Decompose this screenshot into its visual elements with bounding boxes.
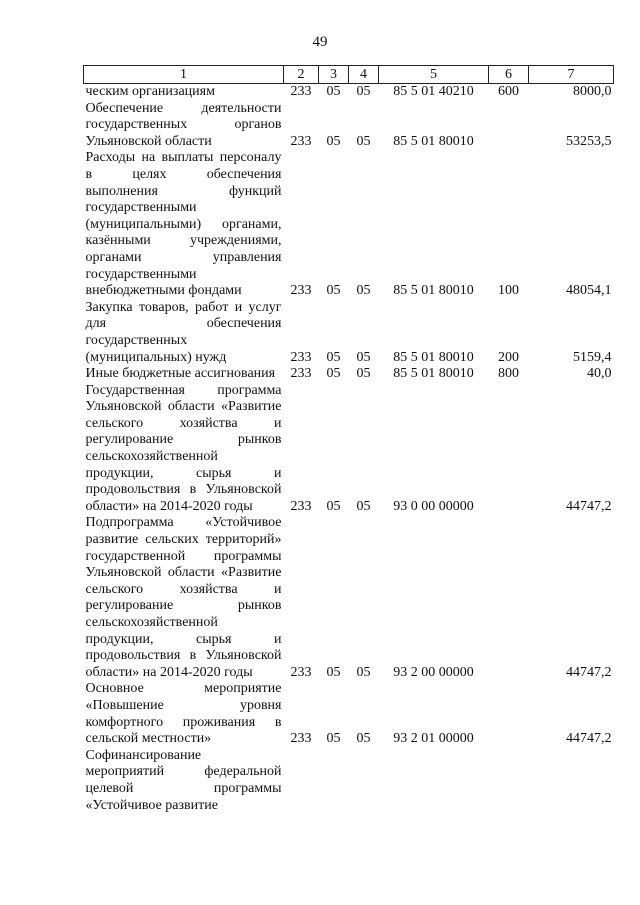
column-header: 6 bbox=[489, 66, 529, 84]
cell-amount: 44747,2 bbox=[566, 498, 612, 514]
cell-target-article bbox=[379, 748, 489, 814]
cell-expense-type: 800 bbox=[498, 366, 519, 382]
cell-target-article: 93 0 00 00000 bbox=[393, 498, 474, 514]
row-name: Основное мероприятие «Повышение уровня комфортного проживания в сельской местности» bbox=[85, 681, 282, 747]
cell-admin-code: 233 bbox=[290, 366, 312, 382]
row-name: Расходы на выплаты персоналу в целях обеспечения выполнения функций государственными (муниципальными) органами, казёнными учреждениями, органами управления государственными внебюджетными фондами bbox=[85, 150, 282, 299]
page-number: 49 bbox=[312, 34, 328, 50]
cell-subsection: 05 bbox=[356, 84, 371, 99]
cell-expense-type bbox=[489, 101, 529, 151]
cell-subsection: 05 bbox=[356, 498, 371, 514]
table-row bbox=[84, 748, 614, 814]
cell-section bbox=[319, 748, 349, 814]
cell-target-article: 85 5 01 40210 bbox=[393, 84, 474, 99]
table-row bbox=[84, 300, 614, 366]
cell-admin-code: 233 bbox=[290, 498, 312, 514]
cell-expense-type bbox=[489, 515, 529, 681]
cell-target-article: 85 5 01 80010 bbox=[393, 349, 474, 365]
table-row bbox=[84, 383, 614, 516]
cell-subsection: 05 bbox=[356, 283, 371, 299]
cell-target-article: 85 5 01 80010 bbox=[393, 366, 474, 382]
cell-expense-type bbox=[489, 383, 529, 516]
row-name: Закупка товаров, работ и услуг для обеспечения государственных (муниципальных) нужд bbox=[85, 299, 282, 365]
cell-section: 05 bbox=[326, 84, 341, 99]
cell-section: 05 bbox=[326, 498, 341, 514]
cell-amount: 44747,2 bbox=[566, 731, 612, 747]
cell-target-article: 85 5 01 80010 bbox=[393, 133, 474, 149]
column-header: 3 bbox=[319, 66, 349, 84]
table-header-row bbox=[84, 66, 614, 84]
cell-expense-type bbox=[489, 748, 529, 814]
cell-admin-code: 233 bbox=[290, 349, 312, 365]
cell-amount: 40,0 bbox=[587, 366, 612, 382]
cell-section: 05 bbox=[326, 133, 341, 149]
table-row bbox=[84, 84, 614, 101]
table-row bbox=[84, 101, 614, 151]
cell-admin-code: 233 bbox=[290, 84, 312, 99]
cell-amount: 53253,5 bbox=[566, 133, 612, 149]
column-header: 1 bbox=[84, 66, 284, 84]
cell-subsection bbox=[349, 748, 379, 814]
cell-admin-code: 233 bbox=[290, 133, 312, 149]
column-header: 2 bbox=[284, 66, 319, 84]
cell-amount: 44747,2 bbox=[566, 664, 612, 680]
cell-section: 05 bbox=[326, 349, 341, 365]
row-name: Обеспечение деятельности государственных органов Ульяновской области bbox=[85, 100, 282, 149]
cell-section: 05 bbox=[326, 731, 341, 747]
cell-admin-code bbox=[284, 748, 319, 814]
row-name: Государственная программа Ульяновской области «Развитие сельского хозяйства и регулирование рынков сельскохозяйственной продукции, сырья и продовольствия в Ульяновской области» на 2014-2020 годы bbox=[85, 382, 282, 514]
cell-expense-type: 200 bbox=[498, 349, 519, 365]
table-row bbox=[84, 681, 614, 747]
cell-admin-code: 233 bbox=[290, 664, 312, 680]
cell-amount: 5159,4 bbox=[573, 349, 612, 365]
cell-section: 05 bbox=[326, 664, 341, 680]
cell-subsection: 05 bbox=[356, 731, 371, 747]
cell-expense-type: 600 bbox=[498, 84, 519, 99]
table-row bbox=[84, 515, 614, 681]
table-row bbox=[84, 150, 614, 299]
cell-section: 05 bbox=[326, 366, 341, 382]
cell-subsection: 05 bbox=[356, 664, 371, 680]
cell-subsection: 05 bbox=[356, 349, 371, 365]
cell-target-article: 93 2 01 00000 bbox=[393, 731, 474, 747]
cell-section: 05 bbox=[326, 283, 341, 299]
cell-subsection: 05 bbox=[356, 133, 371, 149]
cell-target-article: 93 2 00 00000 bbox=[393, 664, 474, 680]
cell-admin-code: 233 bbox=[290, 283, 312, 299]
cell-admin-code: 233 bbox=[290, 731, 312, 747]
column-header: 7 bbox=[529, 66, 614, 84]
column-header: 4 bbox=[349, 66, 379, 84]
cell-expense-type: 100 bbox=[498, 283, 519, 299]
row-name: ческим организациям bbox=[85, 84, 215, 99]
row-name: Подпрограмма «Устойчивое развитие сельских территорий» государственной программы Ульяновской области «Развитие сельского хозяйства и регулирование рынков сельскохозяйственной продукции, сырья и продовольствия в Ульяновской области» на 2014-2020 годы bbox=[85, 515, 282, 680]
row-name: Иные бюджетные ассигнования bbox=[85, 366, 276, 382]
cell-amount: 48054,1 bbox=[566, 283, 612, 299]
cell-amount bbox=[529, 748, 614, 814]
row-name: Софинансирование мероприятий федеральной целевой программы «Устойчивое развитие bbox=[85, 747, 282, 813]
cell-target-article: 85 5 01 80010 bbox=[393, 283, 474, 299]
cell-subsection: 05 bbox=[356, 366, 371, 382]
cell-expense-type bbox=[489, 681, 529, 747]
cell-amount: 8000,0 bbox=[573, 84, 612, 99]
budget-table bbox=[83, 65, 614, 814]
column-header: 5 bbox=[379, 66, 489, 84]
table-row bbox=[84, 366, 614, 383]
